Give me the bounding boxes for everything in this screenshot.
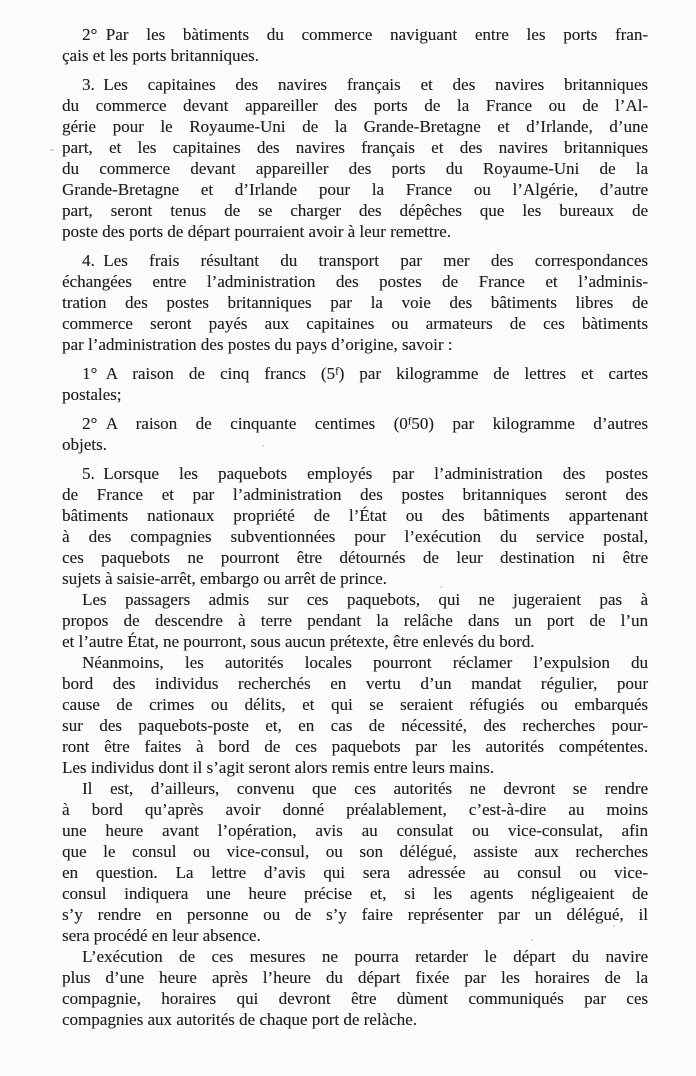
scan-speck xyxy=(440,586,442,588)
text-line: ront être faites à bord de ces paquebots par les autorités compétentes. xyxy=(62,737,648,756)
text-line: Les individus dont il s’agit seront alors remis entre leurs mains. xyxy=(62,758,495,777)
text-line: cause de crimes ou délits, et qui se seraient réfugiés ou embarqués xyxy=(62,695,648,714)
text-line: sur des paquebots-poste et, en cas de nécessité, des recherches pour- xyxy=(62,716,648,735)
paragraph xyxy=(62,946,648,1030)
text-line: poste des ports de départ pourraient avoir à leur remettre. xyxy=(62,222,451,241)
text-line: à bord qu’après avoir donné préalablement, c’est-à-dire au moins xyxy=(62,800,648,819)
text-line: Néanmoins, les autorités locales pourront réclamer l’expulsion du xyxy=(82,653,648,672)
scan-speck xyxy=(531,939,533,941)
text-line: et l’autre État, ne pourront, sous aucun prétexte, être enlevés du bord. xyxy=(62,632,535,651)
paragraph xyxy=(62,363,648,405)
scan-speck xyxy=(50,149,54,151)
document-body xyxy=(62,24,648,1030)
text-line: objets. xyxy=(62,435,107,454)
text-line: gérie pour le Royaume-Uni de la Grande-Bretagne et d’Irlande, d’une xyxy=(62,117,648,136)
text-line xyxy=(62,363,648,384)
text-line: Grande-Bretagne et d’Irlande pour la France ou l’Algérie, d’autre xyxy=(62,180,648,199)
text-line: 5. Lorsque les paquebots employés par l’administration des postes xyxy=(82,464,648,483)
superscript: f xyxy=(335,366,339,378)
text-line: du commerce devant appareiller des ports de la France ou de l’Al- xyxy=(62,96,648,115)
text-line: propos de descendre à terre pendant la relâche dans un port de l’un xyxy=(62,611,648,630)
text-line: échangées entre l’administration des postes de France et l’adminis- xyxy=(62,272,648,291)
text-line: du commerce devant appareiller des ports du Royaume-Uni de la xyxy=(62,159,648,178)
text-line: compagnie, horaires qui devront être dùment communiqués par ces xyxy=(62,989,648,1008)
text-line: sera procédé en leur absence. xyxy=(62,926,261,945)
text-line: bord des individus recherchés en vertu d’un mandat régulier, pour xyxy=(62,674,648,693)
text-line: que le consul ou vice-consul, ou son délégué, assiste aux recherches xyxy=(62,842,648,861)
text-line: une heure avant l’opération, avis au consulat ou vice-consulat, afin xyxy=(62,821,648,840)
text-line: 3. Les capitaines des navires français et des navires britanniques xyxy=(82,75,648,94)
superscript: f xyxy=(407,416,412,428)
text-line xyxy=(62,413,648,434)
text-line: tration des postes britanniques par la voie des bâtiments libres de xyxy=(62,293,648,312)
paragraph xyxy=(62,589,648,652)
paragraph xyxy=(62,652,648,778)
scan-speck xyxy=(613,925,615,927)
text-line: ces paquebots ne pourront être détournés de leur destination ni être xyxy=(62,548,648,567)
text-line: plus d’une heure après l’heure du départ fixée par les horaires de la xyxy=(62,968,648,987)
text-line: s’y rendre en personne ou de s’y faire représenter par un délégué, il xyxy=(62,905,648,924)
text-line: 4. Les frais résultant du transport par mer des correspondances xyxy=(82,251,648,270)
text-line: par l’administration des postes du pays d’origine, savoir : xyxy=(62,335,453,354)
text-line: commerce seront payés aux capitaines ou armateurs de ces bàtiments xyxy=(62,314,648,333)
line-segment: 1° A raison de cinq francs (5 xyxy=(82,364,336,383)
paragraph xyxy=(62,463,648,589)
paragraph xyxy=(62,74,648,242)
paragraph xyxy=(62,250,648,355)
text-line: 2° Par les bàtiments du commerce naviguant entre les ports fran- xyxy=(82,25,648,44)
line-segment: 2° A raison de cinquante centimes (0 xyxy=(82,414,408,433)
scan-speck xyxy=(391,347,393,349)
text-line: part, et les capitaines des navires français et des navires britanniques xyxy=(62,138,648,157)
paragraph xyxy=(62,413,648,455)
text-line: bâtiments nationaux propriété de l’État ou des bâtiments appartenant xyxy=(62,506,648,525)
text-line: sujets à saisie-arrêt, embargo ou arrêt de prince. xyxy=(62,569,387,588)
paragraph xyxy=(62,24,648,66)
paragraph xyxy=(62,778,648,946)
text-line: consul indiquera une heure précise et, si les agents négligeaient de xyxy=(62,884,648,903)
text-line: Les passagers admis sur ces paquebots, qui ne jugeraient pas à xyxy=(82,590,648,609)
text-line: de France et par l’administration des postes britanniques seront des xyxy=(62,485,648,504)
line-segment: 50) par kilogramme d’autres xyxy=(411,414,648,433)
line-segment: ) par kilogramme de lettres et cartes xyxy=(338,364,649,383)
text-line: compagnies aux autorités de chaque port de relàche. xyxy=(62,1010,417,1029)
text-line: en question. La lettre d’avis qui sera adressée au consul ou vice- xyxy=(62,863,648,882)
text-line: L’exécution de ces mesures ne pourra retarder le départ du navire xyxy=(82,947,648,966)
scan-speck xyxy=(262,445,264,447)
text-line: postales; xyxy=(62,385,122,404)
text-line: çais et les ports britanniques. xyxy=(62,46,259,65)
text-line: à des compagnies subventionnées pour l’exécution du service postal, xyxy=(62,527,648,546)
text-line: part, seront tenus de se charger des dépêches que les bureaux de xyxy=(62,201,648,220)
text-line: Il est, d’ailleurs, convenu que ces autorités ne devront se rendre xyxy=(82,779,648,798)
